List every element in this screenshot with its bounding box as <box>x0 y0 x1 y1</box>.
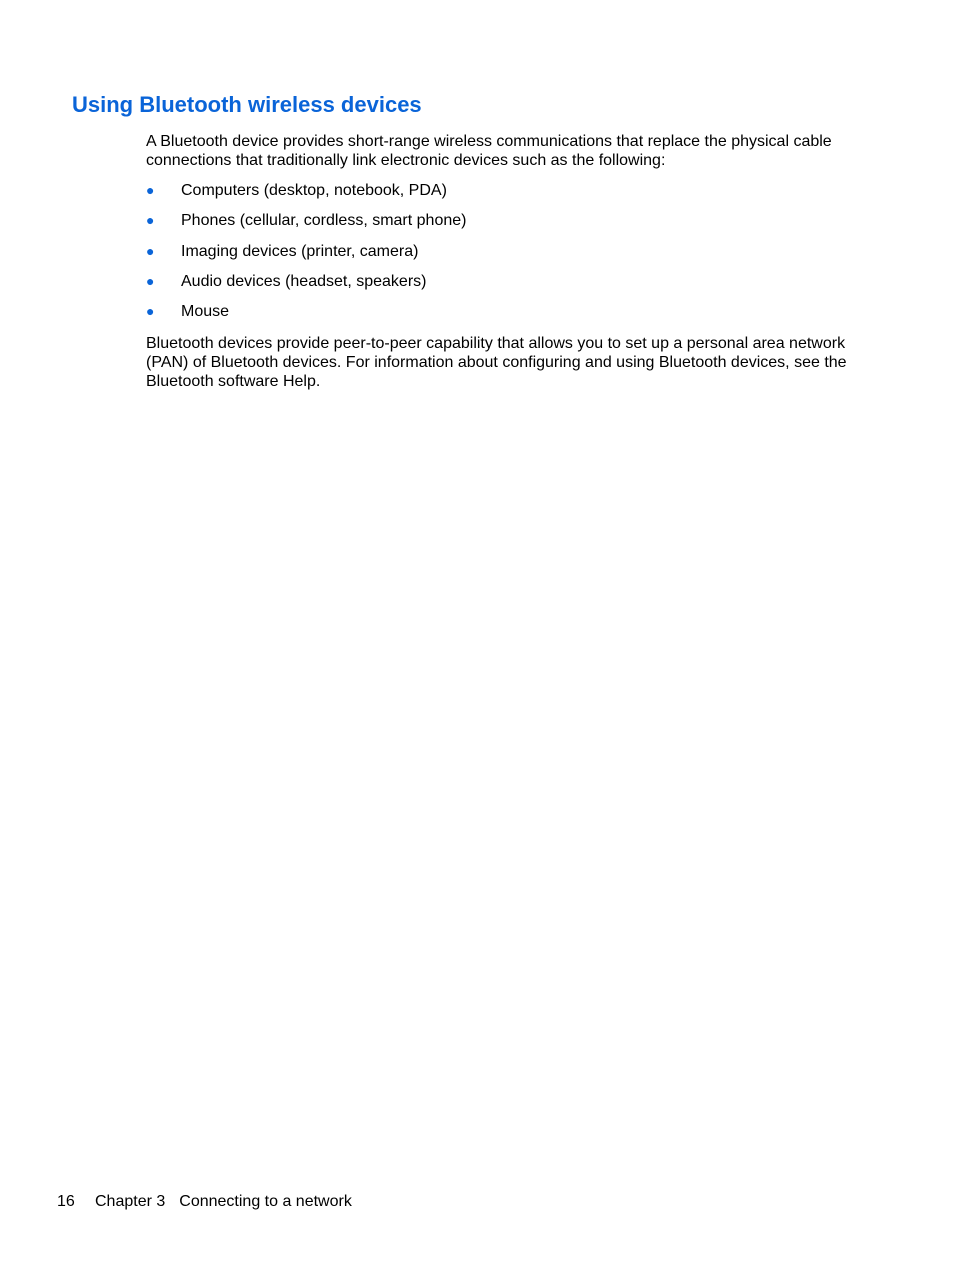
bullet-icon: ● <box>146 272 155 289</box>
list-item-text: Computers (desktop, notebook, PDA) <box>181 182 447 199</box>
list-item-text: Imaging devices (printer, camera) <box>181 242 419 260</box>
intro-paragraph: A Bluetooth device provides short-range wireless communications that replace the physical cable connections that traditionally link electronic devices such as the following: <box>146 133 832 169</box>
chapter-label: Chapter 3 <box>95 1193 166 1210</box>
section-heading: Using Bluetooth wireless devices <box>72 92 422 117</box>
bullet-icon: ● <box>146 303 155 319</box>
chapter-title: Connecting to a network <box>179 1193 352 1210</box>
list-item-text: Audio devices (headset, speakers) <box>181 272 427 290</box>
page-footer <box>57 1192 352 1211</box>
bullet-icon: ● <box>146 212 155 229</box>
page-number: 16 <box>57 1193 75 1210</box>
bullet-icon: ● <box>146 242 155 259</box>
bullet-icon: ● <box>146 182 155 198</box>
outro-paragraph: Bluetooth devices provide peer-to-peer capability that allows you to set up a personal area network (PAN) of Bluetooth devices. For information about configuring and using Bluetooth devices, see the Bluetooth software Help. <box>146 335 847 390</box>
list-item-text: Mouse <box>181 303 230 320</box>
list-item-text: Phones (cellular, cordless, smart phone) <box>181 212 467 230</box>
